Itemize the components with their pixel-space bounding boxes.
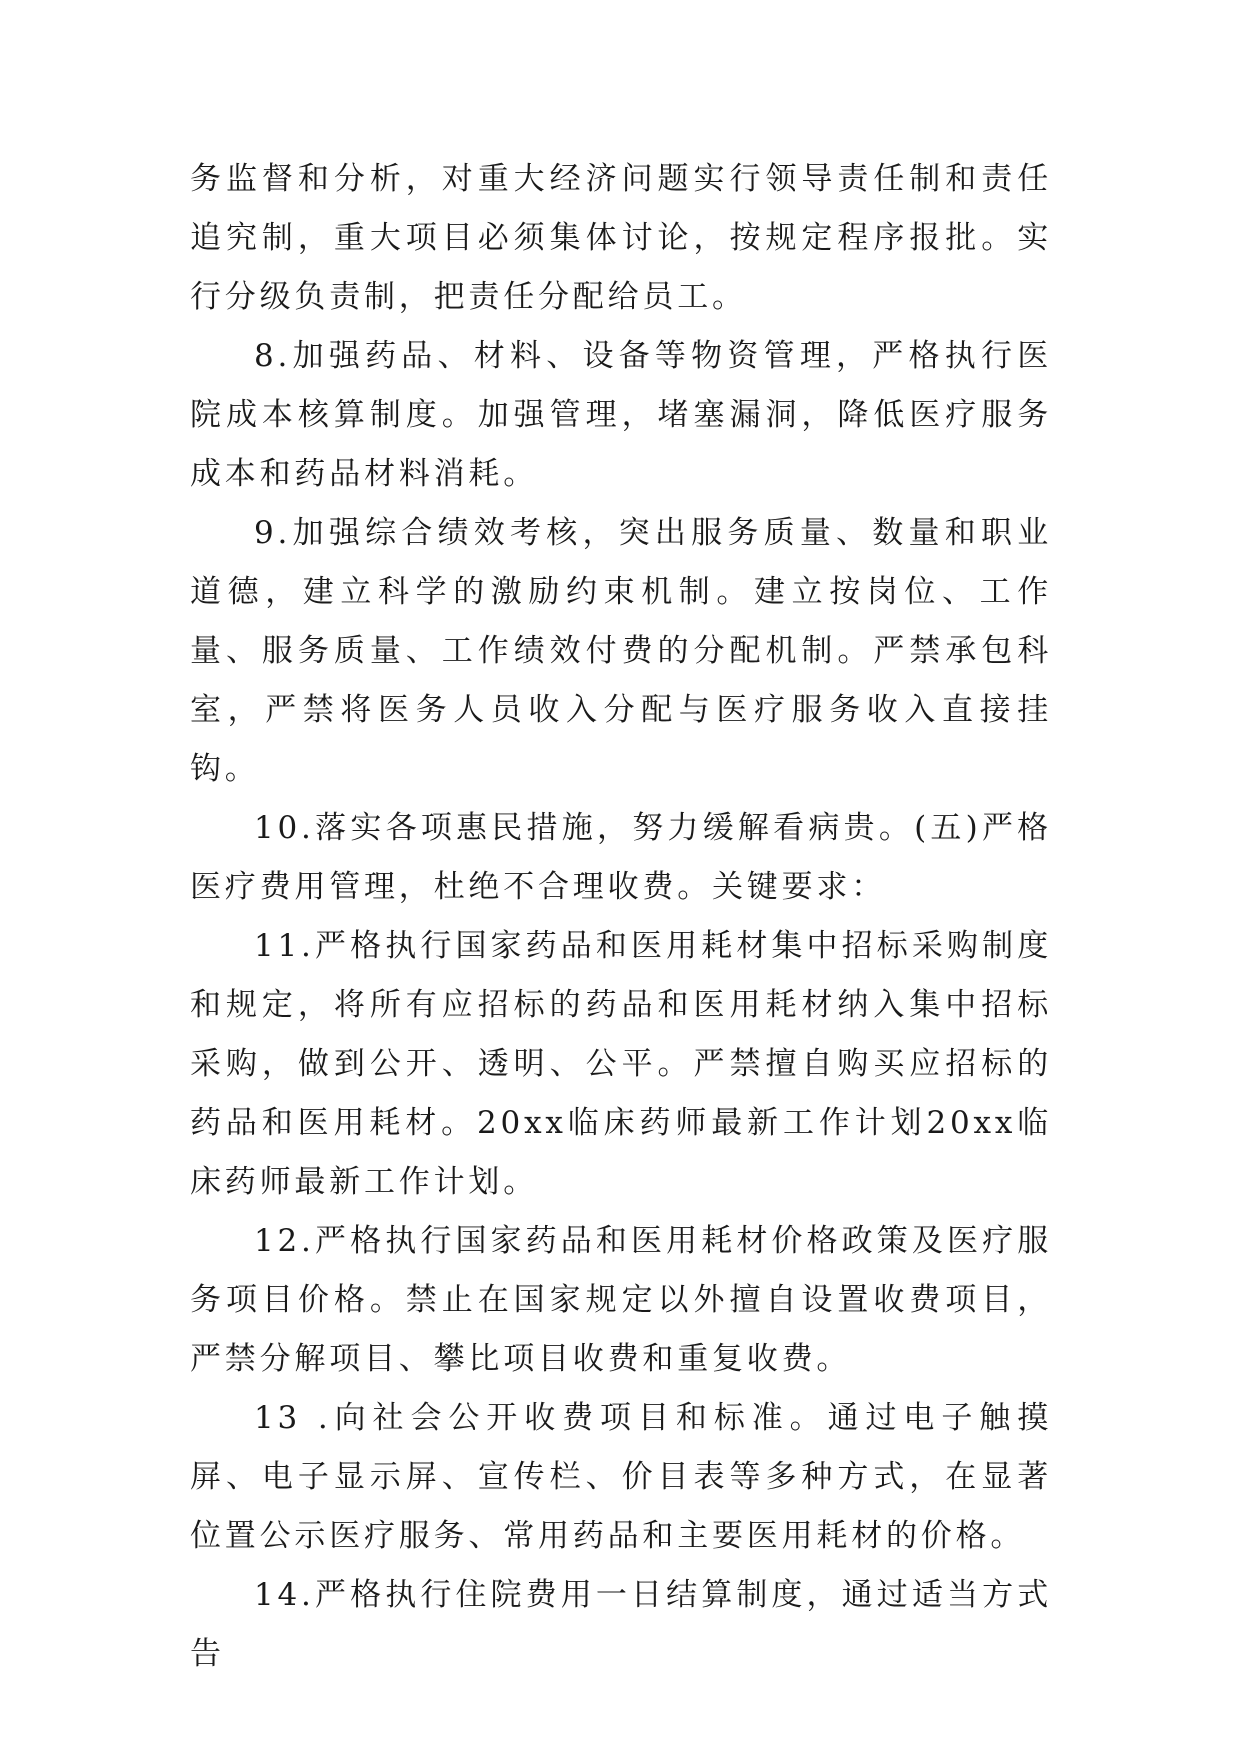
paragraph-item-10: 10.落实各项惠民措施，努力缓解看病贵。(五)严格医疗费用管理，杜绝不合理收费。关键要求： (190, 810, 1052, 905)
paragraph-item-12: 12.严格执行国家药品和医用耗材价格政策及医疗服务项目价格。禁止在国家规定以外擅自设置收费项目，严禁分解项目、攀比项目收费和重复收费。 (190, 1223, 1052, 1377)
document-page (190, 150, 1052, 1684)
paragraph-item-11: 11.严格执行国家药品和医用耗材集中招标采购制度和规定，将所有应招标的药品和医用耗材纳入集中招标采购，做到公开、透明、公平。严禁擅自购买应招标的药品和医用耗材。20xx临床药师最新工作计划20xx临床药师最新工作计划。 (190, 928, 1052, 1200)
paragraph-item-14: 14.严格执行住院费用一日结算制度，通过适当方式告 (190, 1577, 1052, 1672)
paragraph-continuation: 务监督和分析，对重大经济问题实行领导责任制和责任追究制，重大项目必须集体讨论，按规定程序报批。实行分级负责制，把责任分配给员工。 (190, 161, 1052, 315)
paragraph-item-13: 13 .向社会公开收费项目和标准。通过电子触摸屏、电子显示屏、宣传栏、价目表等多种方式，在显著位置公示医疗服务、常用药品和主要医用耗材的价格。 (190, 1400, 1052, 1554)
paragraph-item-9: 9.加强综合绩效考核，突出服务质量、数量和职业道德，建立科学的激励约束机制。建立按岗位、工作量、服务质量、工作绩效付费的分配机制。严禁承包科室，严禁将医务人员收入分配与医疗服务收入直接挂钩。 (190, 515, 1052, 787)
paragraph-item-8: 8.加强药品、材料、设备等物资管理，严格执行医院成本核算制度。加强管理，堵塞漏洞，降低医疗服务成本和药品材料消耗。 (190, 338, 1052, 492)
